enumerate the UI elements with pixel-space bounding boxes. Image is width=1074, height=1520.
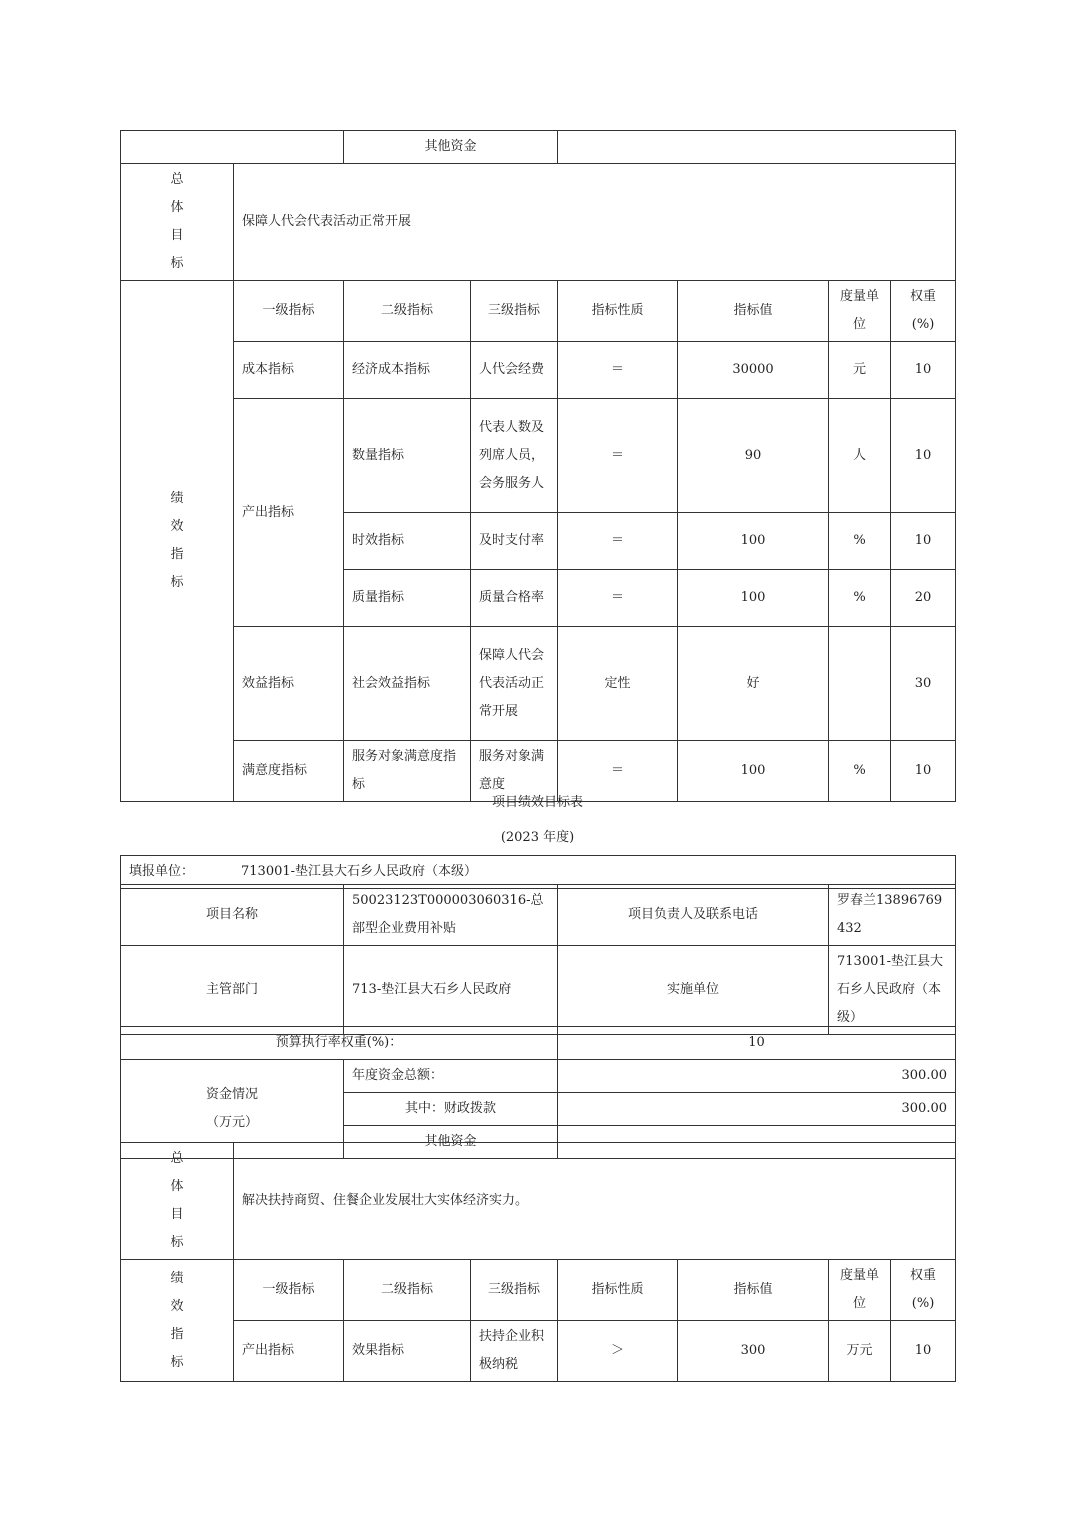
nature-cell: 定性	[558, 627, 678, 741]
table-row	[121, 1321, 956, 1382]
header-nature: 指标性质	[558, 1260, 678, 1321]
weight-cell: 20	[891, 570, 956, 627]
weight-cell: 10	[891, 342, 956, 399]
level3-cell: 人代会经费	[471, 342, 558, 399]
annual-total-label: 年度资金总额：	[344, 1060, 558, 1093]
level1-cell: 满意度指标	[234, 741, 344, 802]
value-cell: 100	[678, 741, 829, 802]
level1-cell: 成本指标	[234, 342, 344, 399]
filler-unit-label: 填报单位：	[129, 864, 195, 879]
performance-table-continued	[120, 130, 956, 802]
header-value: 指标值	[678, 1260, 829, 1321]
project-info-table	[120, 884, 956, 1035]
value-cell: 好	[678, 627, 829, 741]
header-weight: 权重(%)	[891, 1260, 956, 1321]
fiscal-value: 300.00	[558, 1093, 956, 1126]
header-level1: 一级指标	[234, 281, 344, 342]
level2-cell: 时效指标	[344, 513, 471, 570]
table-title: 项目绩效目标表	[491, 795, 583, 810]
performance-indicator-label: 绩 效 指 标	[121, 1260, 234, 1382]
overall-goal-text: 保障人代会代表活动正常开展	[234, 164, 956, 281]
header-level1: 一级指标	[234, 1260, 344, 1321]
overall-goal-label: 总 体 目 标	[121, 164, 234, 281]
level2-cell: 质量指标	[344, 570, 471, 627]
value-cell: 300	[678, 1321, 829, 1382]
level1-cell: 产出指标	[234, 399, 344, 627]
level3-cell: 扶持企业积极纳税	[471, 1321, 558, 1382]
table-year: (2023 年度)	[500, 830, 575, 845]
weight-cell: 10	[891, 1321, 956, 1382]
other-funds-label: 其他资金	[344, 131, 558, 164]
blank-cell	[121, 131, 344, 164]
value-cell: 100	[678, 570, 829, 627]
weight-cell: 10	[891, 513, 956, 570]
level2-cell: 效果指标	[344, 1321, 471, 1382]
performance-indicator-label: 绩 效 指 标	[121, 281, 234, 802]
level3-cell: 代表人数及列席人员，会务服务人	[471, 399, 558, 513]
level1-cell: 效益指标	[234, 627, 344, 741]
table-row	[121, 627, 956, 741]
dept-value: 713-垫江县大石乡人民政府	[344, 946, 558, 1035]
annual-total-value: 300.00	[558, 1060, 956, 1093]
level3-cell: 及时支付率	[471, 513, 558, 570]
overall-goal-label: 总 体 目 标	[121, 1143, 234, 1260]
unit-cell: 万元	[829, 1321, 891, 1382]
impl-label: 实施单位	[558, 946, 829, 1035]
budget-table	[120, 1026, 956, 1159]
level1-cell: 产出指标	[234, 1321, 344, 1382]
level2-cell: 经济成本指标	[344, 342, 471, 399]
nature-cell: ＝	[558, 342, 678, 399]
header-level3: 三级指标	[471, 1260, 558, 1321]
header-nature: 指标性质	[558, 281, 678, 342]
level3-cell: 保障人代会代表活动正常开展	[471, 627, 558, 741]
header-unit: 度量单位	[829, 1260, 891, 1321]
dept-label: 主管部门	[121, 946, 344, 1035]
value-cell: 30000	[678, 342, 829, 399]
nature-cell: ＝	[558, 399, 678, 513]
project-name-value: 50023123T000003060316-总部型企业费用补贴	[344, 885, 558, 946]
nature-cell: ＝	[558, 570, 678, 627]
level3-cell: 质量合格率	[471, 570, 558, 627]
weight-cell: 30	[891, 627, 956, 741]
level2-cell: 数量指标	[344, 399, 471, 513]
funds-label: 资金情况 （万元）	[121, 1060, 344, 1159]
unit-cell: %	[829, 570, 891, 627]
header-level2: 二级指标	[344, 1260, 471, 1321]
level2-cell: 社会效益指标	[344, 627, 471, 741]
level3-cell: 服务对象满意度	[471, 741, 558, 802]
unit-cell	[829, 627, 891, 741]
value-cell: 100	[678, 513, 829, 570]
unit-cell: 元	[829, 342, 891, 399]
level2-cell: 服务对象满意度指标	[344, 741, 471, 802]
other-funds-label: 其他资金	[344, 1126, 558, 1159]
overall-goal-text: 解决扶持商贸、住餐企业发展壮大实体经济实力。	[234, 1143, 956, 1260]
unit-cell: %	[829, 741, 891, 802]
header-weight: 权重(%)	[891, 281, 956, 342]
table-row	[121, 399, 956, 513]
budget-rate-value: 10	[558, 1027, 956, 1060]
unit-cell: 人	[829, 399, 891, 513]
contact-label: 项目负责人及联系电话	[558, 885, 829, 946]
filler-unit-value: 713001-垫江县大石乡人民政府（本级）	[241, 864, 478, 879]
header-level3: 三级指标	[471, 281, 558, 342]
goal-indicator-table	[120, 1142, 956, 1382]
unit-cell: %	[829, 513, 891, 570]
header-unit: 度量单位	[829, 281, 891, 342]
weight-cell: 10	[891, 741, 956, 802]
contact-value: 罗春兰13896769432	[829, 885, 956, 946]
weight-cell: 10	[891, 399, 956, 513]
fiscal-label: 其中：财政拨款	[344, 1093, 558, 1126]
nature-cell: ＝	[558, 741, 678, 802]
nature-cell: ＞	[558, 1321, 678, 1382]
header-level2: 二级指标	[344, 281, 471, 342]
value-cell: 90	[678, 399, 829, 513]
impl-value: 713001-垫江县大石乡人民政府（本级）	[829, 946, 956, 1035]
nature-cell: ＝	[558, 513, 678, 570]
header-value: 指标值	[678, 281, 829, 342]
budget-rate-label: 预算执行率权重(%)：	[121, 1027, 558, 1060]
other-funds-value	[558, 131, 956, 164]
table-row	[121, 342, 956, 399]
project-name-label: 项目名称	[121, 885, 344, 946]
